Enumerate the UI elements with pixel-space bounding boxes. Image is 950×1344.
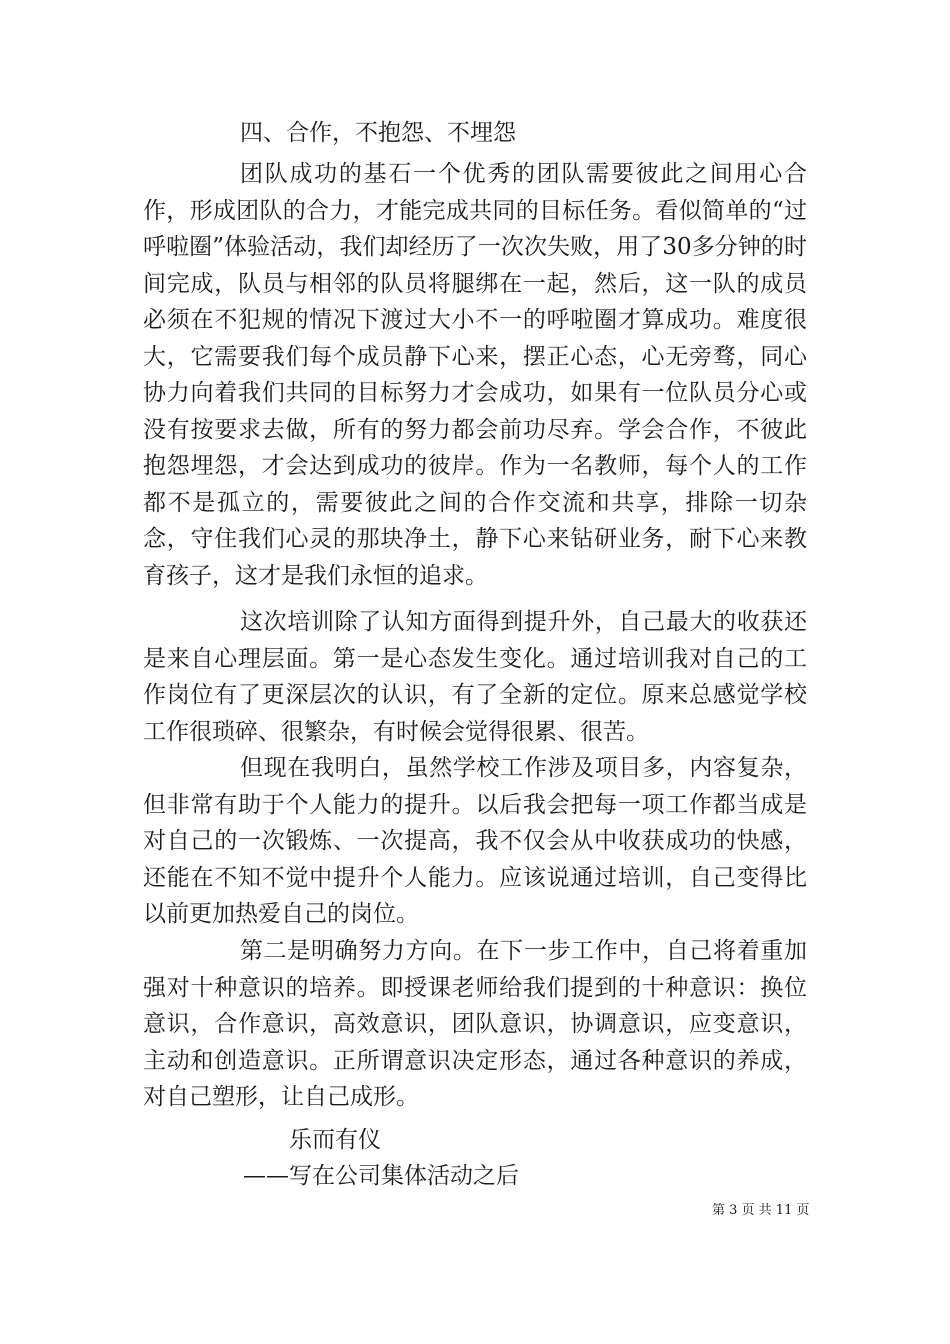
page-number-footer: 第 3 页 共 11 页 <box>712 1203 810 1218</box>
paragraph-direction: 第二是明确努力方向。在下一步工作中，自己将着重加强对十种意识的培养。即授课老师给我们提到的十种意识：换位意识，合作意识，高效意识，团队意识，协调意识，应变意识，主动和创造意识。正所谓意识决定形态，通过各种意识的养成，对自己塑形，让自己成形。 <box>143 938 807 1110</box>
article-subtitle: ——写在公司集体活动之后 <box>243 1163 519 1189</box>
paragraph-understanding: 但现在我明白，虽然学校工作涉及项目多，内容复杂，但非常有助于个人能力的提升。以后我会把每一项工作都当成是对自己的一次锻炼、一次提高，我不仅会从中收获成功的快感，还能在不知不觉中提升个人能力。应该说通过培训，自己变得比以前更加热爱自己的岗位。 <box>143 755 807 927</box>
article-title: 乐而有仪 <box>289 1127 381 1153</box>
section-heading: 四、合作，不抱怨、不埋怨 <box>240 120 516 146</box>
paragraph-teamwork: 团队成功的基石一个优秀的团队需要彼此之间用心合作，形成团队的合力，才能完成共同的目标任务。看似简单的“过呼啦圈”体验活动，我们却经历了一次次失败，用了30多分钟的时间完成，队员与相邻的队员将腿绑在一起，然后，这一队的成员必须在不犯规的情况下渡过大小不一的呼啦圈才算成功。难度很大，它需要我们每个成员静下心来，摆正心态，心无旁骛，同心协力向着我们共同的目标努力才会成功，如果有一位队员分心或没有按要求去做，所有的努力都会前功尽弃。学会合作，不彼此抱怨埋怨，才会达到成功的彼岸。作为一名教师，每个人的工作都不是孤立的，需要彼此之间的合作交流和共享，排除一切杂念，守住我们心灵的那块净土，静下心来钻研业务，耐下心来教育孩子，这才是我们永恒的追求。 <box>143 161 807 589</box>
paragraph-training-gains: 这次培训除了认知方面得到提升外，自己最大的收获还是来自心理层面。第一是心态发生变化。通过培训我对自己的工作岗位有了更深层次的认识，有了全新的定位。原来总感觉学校工作很琐碎、很繁杂，有时候会觉得很累、很苦。 <box>143 609 807 745</box>
